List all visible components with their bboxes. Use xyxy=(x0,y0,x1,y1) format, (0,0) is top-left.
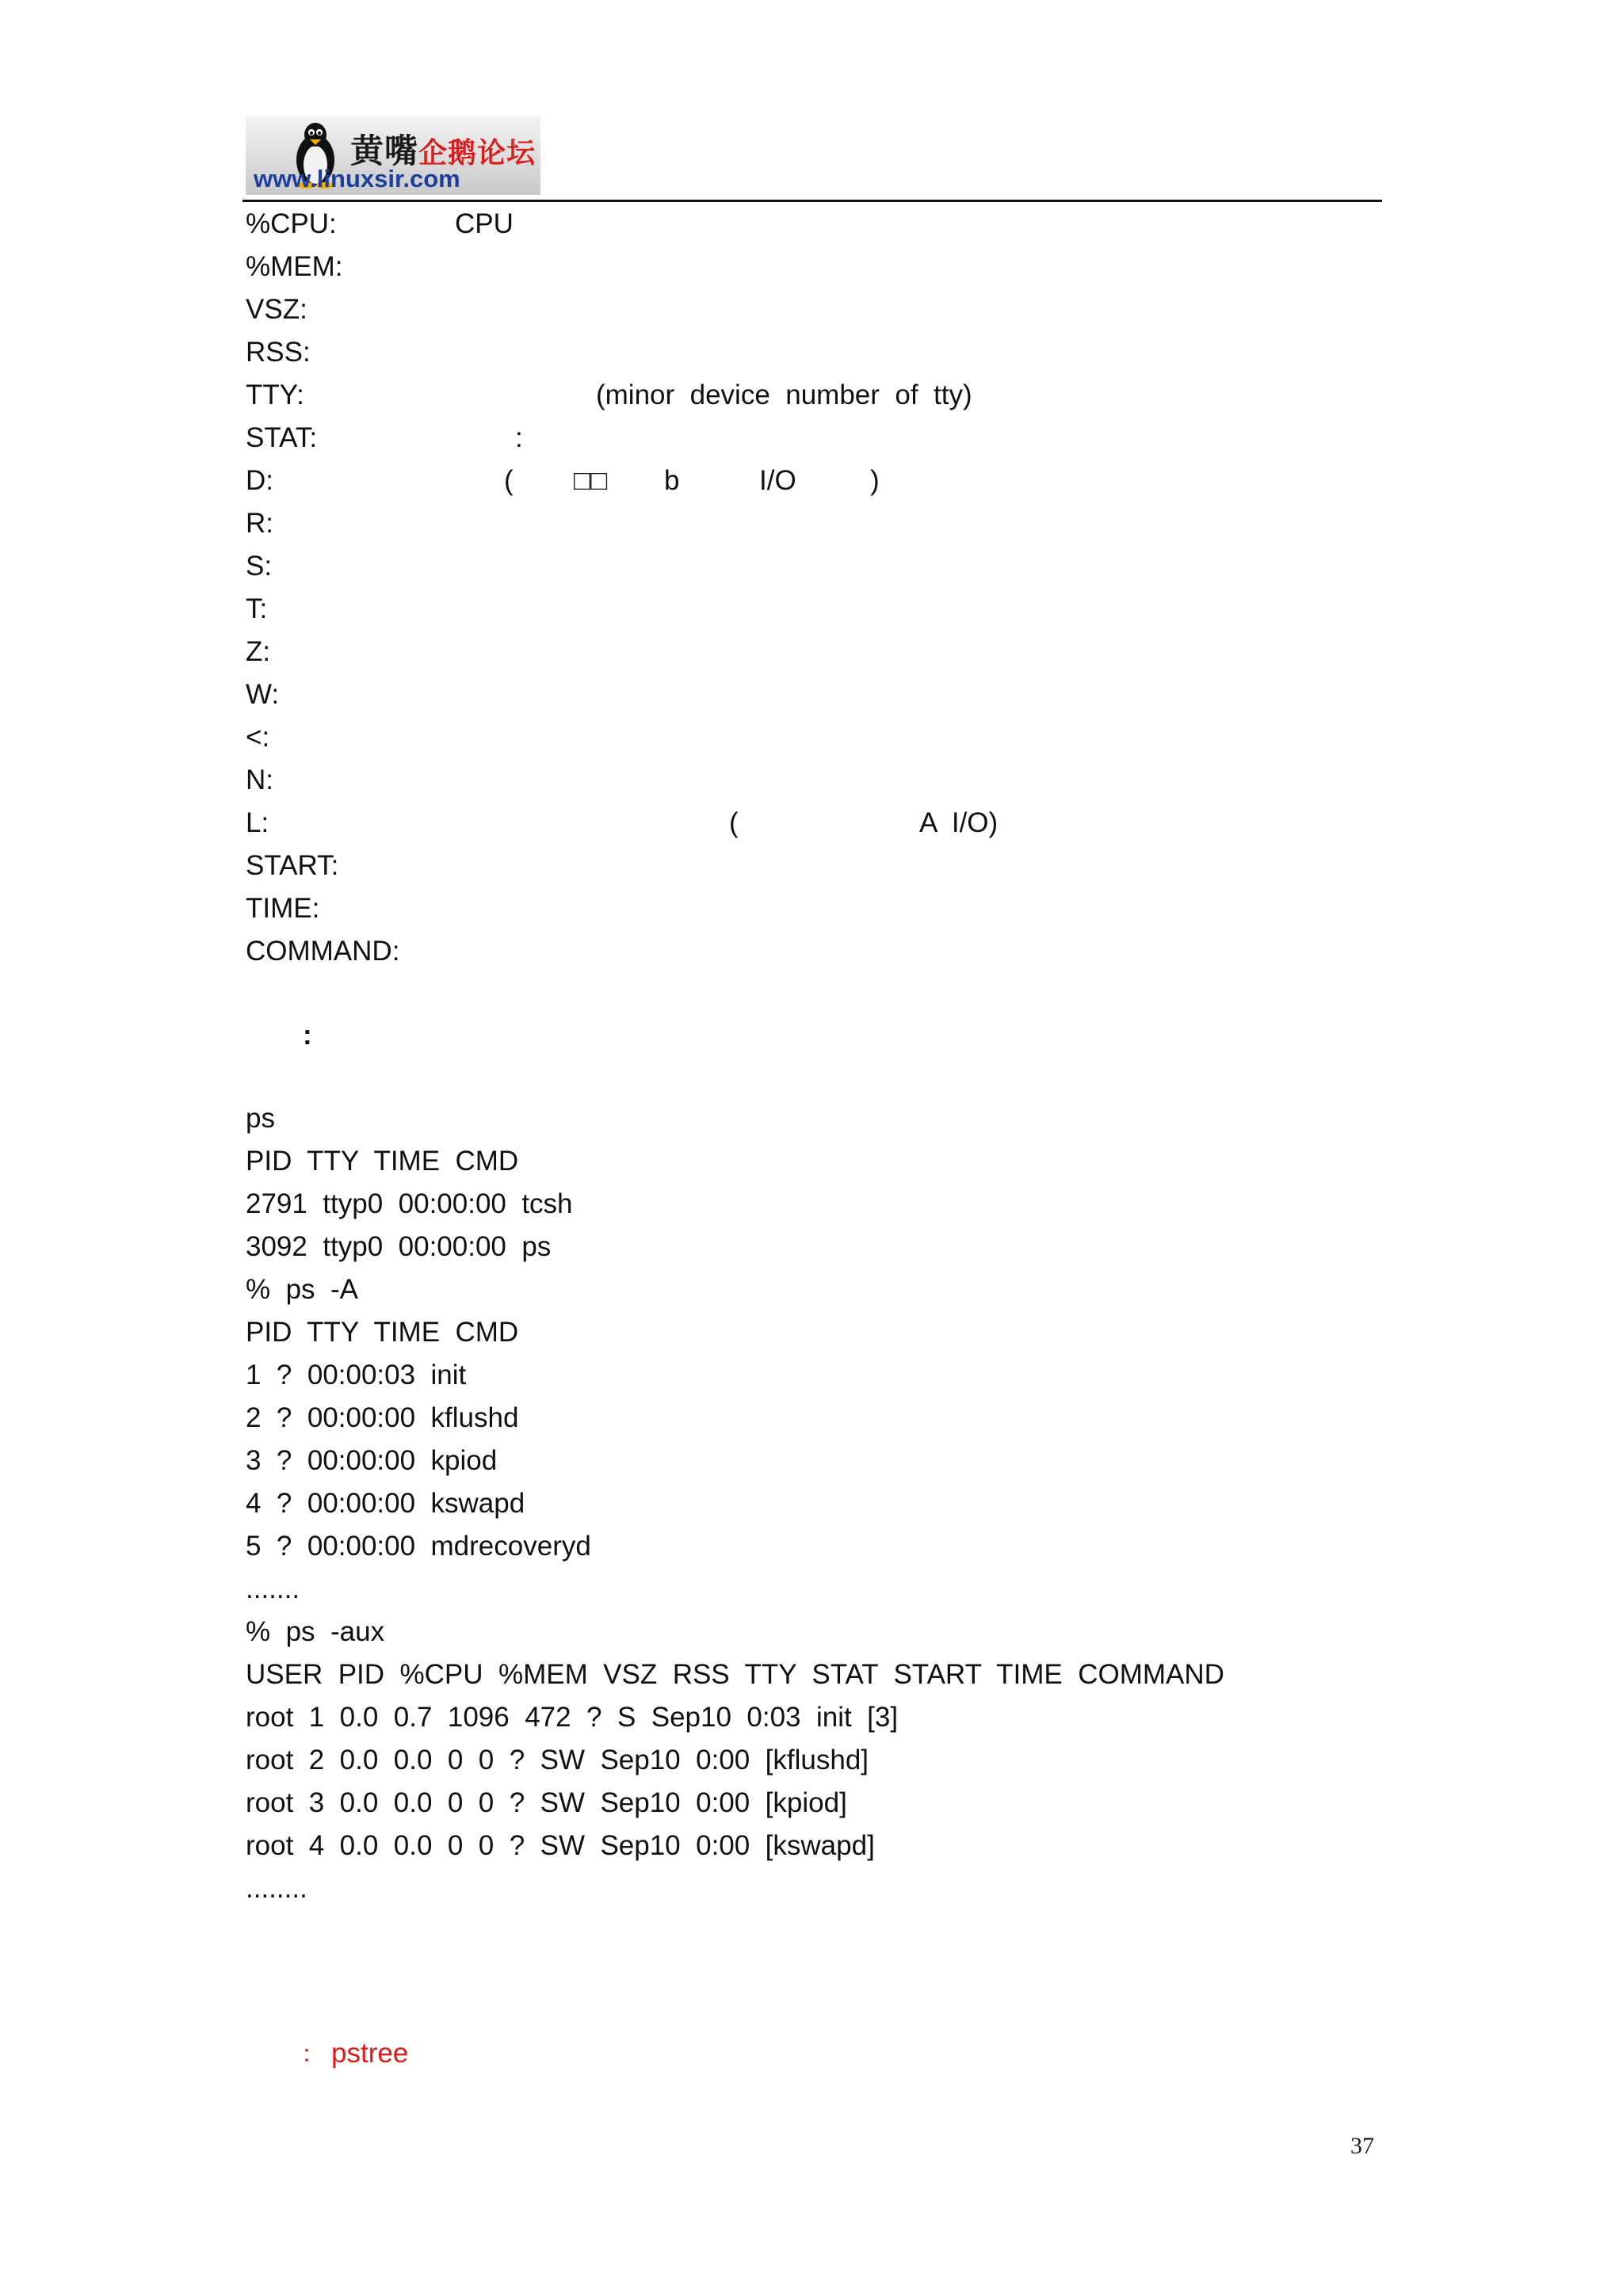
site-logo xyxy=(246,116,540,195)
field-label: D: xyxy=(246,465,273,496)
field-note: ( xyxy=(729,807,739,838)
example-heading-colon: : xyxy=(303,1020,312,1051)
field-label: RSS: xyxy=(246,337,311,368)
field-label: TIME: xyxy=(246,893,320,924)
field-note: □□ xyxy=(574,465,608,496)
logo-url: www.linuxsir.com xyxy=(254,165,460,193)
terminal-line: root 1 0.0 0.7 1096 472 ? S Sep10 0:03 init [3] xyxy=(246,1702,899,1733)
section-heading-colon: ： xyxy=(301,2042,325,2068)
logo-brand-sub: 企鹅论坛 xyxy=(418,136,537,169)
header-divider xyxy=(242,200,1382,202)
field-label: N: xyxy=(246,765,273,795)
field-label: STAT: xyxy=(246,422,318,453)
field-label: <: xyxy=(246,722,270,753)
terminal-line: root 4 0.0 0.0 0 0 ? SW Sep10 0:00 [kswapd] xyxy=(246,1830,875,1861)
field-note: b xyxy=(664,465,680,496)
field-label: %MEM: xyxy=(246,251,343,282)
terminal-line: PID TTY TIME CMD xyxy=(246,1317,519,1348)
terminal-line: 4 ? 00:00:00 kswapd xyxy=(246,1488,525,1519)
section-heading-command: pstree xyxy=(331,2038,409,2069)
field-label: R: xyxy=(246,508,273,539)
terminal-line: ........ xyxy=(246,1873,307,1904)
field-label: %CPU: xyxy=(246,208,337,239)
page-number: 37 xyxy=(1350,2133,1374,2159)
field-label: Z: xyxy=(246,636,271,667)
field-label: W: xyxy=(246,679,280,710)
field-label: TTY: xyxy=(246,379,304,410)
field-note: ( xyxy=(504,465,514,496)
terminal-line: PID TTY TIME CMD xyxy=(246,1146,519,1177)
field-note: ) xyxy=(870,465,880,496)
field-label: L: xyxy=(246,807,269,838)
field-note: A I/O) xyxy=(919,807,999,838)
field-label: S: xyxy=(246,551,273,582)
field-note: CPU xyxy=(455,208,514,239)
terminal-line: ....... xyxy=(246,1573,300,1604)
terminal-line: % ps -A xyxy=(246,1274,358,1305)
terminal-line: root 2 0.0 0.0 0 0 ? SW Sep10 0:00 [kflushd] xyxy=(246,1745,869,1775)
field-label: VSZ: xyxy=(246,294,307,325)
field-note: (minor device number of tty) xyxy=(596,379,972,410)
field-note: I/O xyxy=(759,465,796,496)
terminal-line: 1 ? 00:00:03 init xyxy=(246,1360,467,1390)
field-label: COMMAND: xyxy=(246,936,400,967)
field-note: : xyxy=(515,422,523,453)
terminal-line: 2791 ttyp0 00:00:00 tcsh xyxy=(246,1188,573,1219)
terminal-line: 3 ? 00:00:00 kpiod xyxy=(246,1445,498,1476)
terminal-line: ps xyxy=(246,1103,275,1134)
terminal-line: 2 ? 00:00:00 kflushd xyxy=(246,1402,519,1433)
terminal-line: 5 ? 00:00:00 mdrecoveryd xyxy=(246,1531,591,1562)
terminal-line: % ps -aux xyxy=(246,1616,385,1647)
field-label: T: xyxy=(246,593,268,624)
terminal-line: root 3 0.0 0.0 0 0 ? SW Sep10 0:00 [kpiod] xyxy=(246,1787,847,1818)
terminal-line: 3092 ttyp0 00:00:00 ps xyxy=(246,1231,552,1262)
terminal-line: USER PID %CPU %MEM VSZ RSS TTY STAT START TIME COMMAND xyxy=(246,1659,1224,1690)
field-label: START: xyxy=(246,850,339,881)
logo-brand-main: 黄嘴 xyxy=(350,132,419,170)
